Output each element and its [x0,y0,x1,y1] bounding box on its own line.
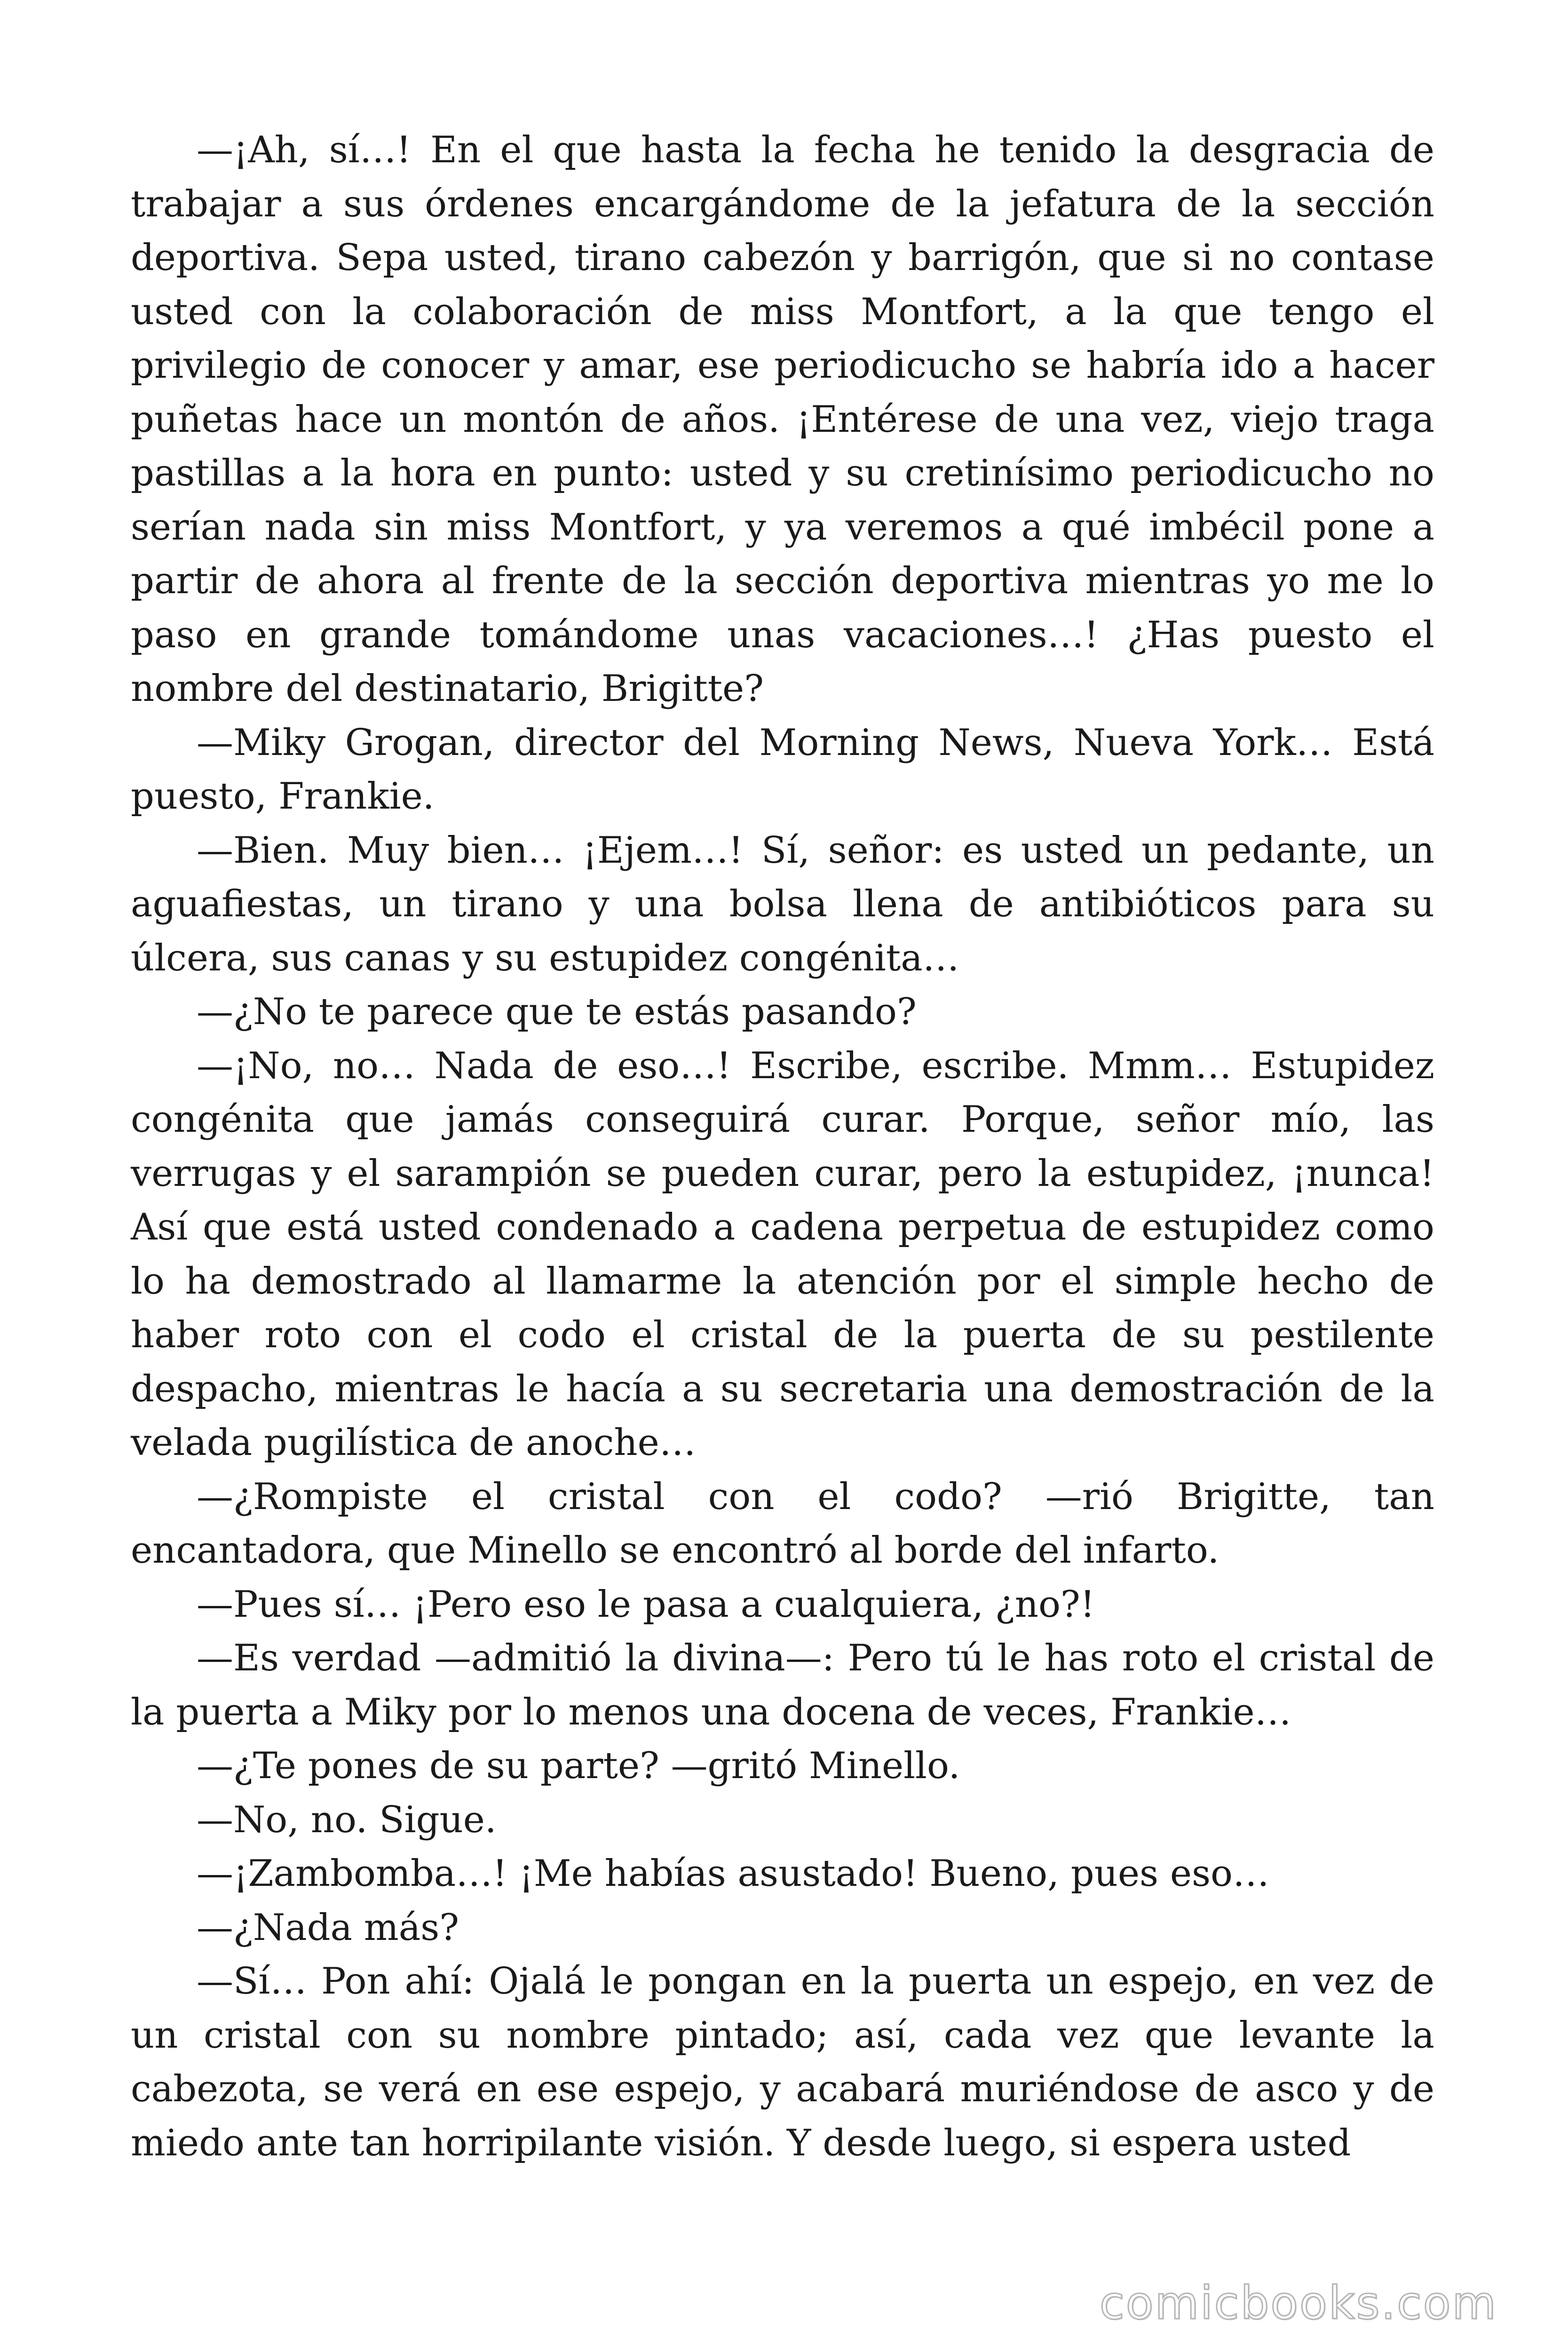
paragraph: —No, no. Sigue. [197,1798,497,1841]
paragraph: —¡No, no… Nada de eso…! Escribe, escribe. Mmm… Estupidez congénita que jamás conseguirá curar. Porque, señor mío, las verrugas y el sarampión se pueden curar, pero la estupidez, ¡nunca! Así que está usted condenado a cadena perpetua de estupidez como lo ha demostrado al llamarme la atención por el simple hecho de haber roto con el codo el cristal de la puerta de su pestilente despacho, mientras le hacía a su secretaria una demostración de la velada pugilística de anoche… [131,1044,1434,1464]
paragraph: —Es verdad —admitió la divina—: Pero tú le has roto el cristal de la puerta a Miky por lo menos una docena de veces, Frankie… [131,1637,1434,1733]
paragraph: —Pues sí… ¡Pero eso le pasa a cualquiera, ¿no?! [197,1583,1095,1626]
watermark: comicbooks.com [1099,2277,1497,2329]
page-body-text [131,123,1434,2170]
paragraph: —Sí… Pon ahí: Ojalá le pongan en la puerta un espejo, en vez de un cristal con su nombre pintado; así, cada vez que levante la cabezota, se verá en ese espejo, y acabará muriéndose de asco y de miedo ante tan horripilante visión. Y desde luego, si espera usted [131,1960,1434,2164]
paragraph: —Miky Grogan, director del Morning News, Nueva York… Está puesto, Frankie. [131,721,1434,818]
paragraph: —¿Rompiste el cristal con el codo? —rió Brigitte, tan encantadora, que Minello se encontró al borde del infarto. [131,1475,1434,1572]
paragraph: —¿Te pones de su parte? —gritó Minello. [197,1745,960,1787]
paragraph: —¿No te parece que te estás pasando? [197,991,917,1033]
paragraph: —¡Ah, sí…! En el que hasta la fecha he tenido la desgracia de trabajar a sus órdenes encargándome de la jefatura de la sección deportiva. Sepa usted, tirano cabezón y barrigón, que si no contase usted con la colaboración de miss Montfort, a la que tengo el privilegio de conocer y amar, ese periodicucho se habría ido a hacer puñetas hace un montón de años. ¡Entérese de una vez, viejo traga pastillas a la hora en punto: usted y su cretinísimo periodicucho no serían nada sin miss Montfort, y ya veremos a qué imbécil pone a partir de ahora al frente de la sección deportiva mientras yo me lo paso en grande tomándome unas vacaciones…! ¿Has puesto el nombre del destinatario, Brigitte? [131,129,1434,710]
paragraph: —Bien. Muy bien… ¡Ejem…! Sí, señor: es usted un pedante, un aguafiestas, un tirano y una bolsa llena de antibióticos para su úlcera, sus canas y su estupidez congénita… [131,829,1434,979]
paragraph: —¿Nada más? [197,1906,459,1949]
paragraph: —¡Zambomba…! ¡Me habías asustado! Bueno, pues eso… [197,1852,1270,1895]
